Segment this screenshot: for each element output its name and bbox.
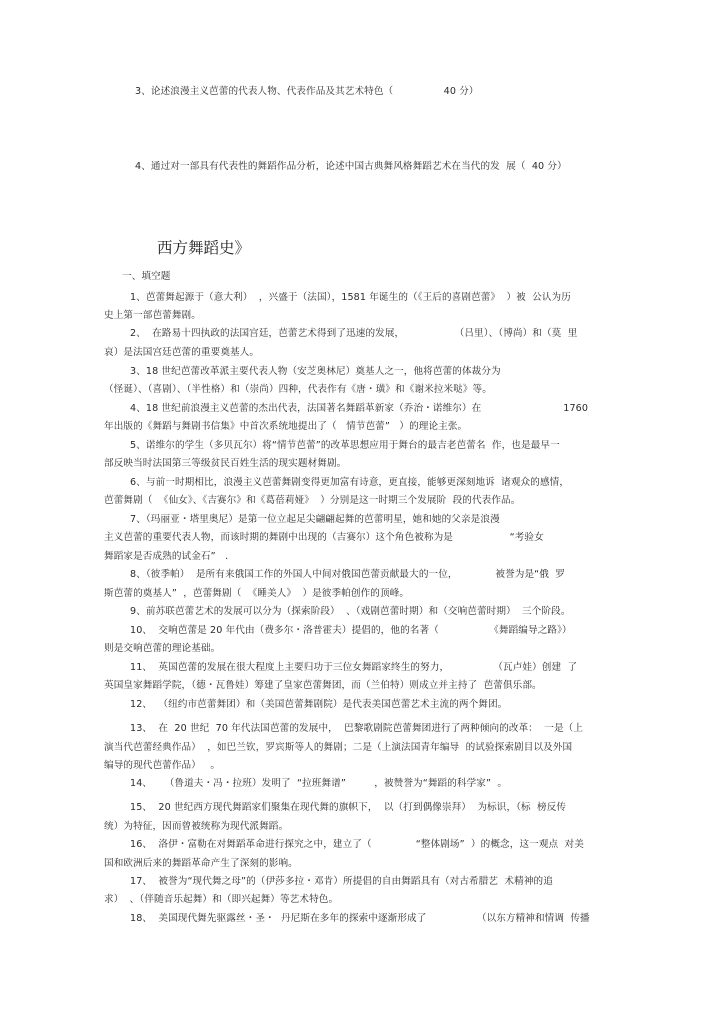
text-line: 3、18 世纪芭蕾改革派主要代表人物（安芝奥林尼）奠基人之一，他将芭蕾的体裁分为 <box>130 366 501 377</box>
text-line: 9、前苏联芭蕾艺术的发展可以分为（探索阶段） 、（戏剧芭蕾时期）和（交响芭蕾时期） 三个阶段。 <box>130 606 571 617</box>
text-line: 5、诺维尔的学生（多贝瓦尔）将“情节芭蕾”的改革思想应用于舞台的最吉老芭蕾名 作，也是最早一 <box>130 440 560 451</box>
section-heading: 一、填空题 <box>122 271 171 282</box>
text-line: 则是交响芭蕾的理论基础。 <box>104 643 221 654</box>
text-line: 1、芭蕾舞起源于（意大利） ，兴盛于（法国），1581 年诞生的（《王后的喜剧芭蕾》 ）被 公认为历 <box>130 292 571 303</box>
text-line: 演当代芭蕾经典作品） ，如巴兰钦，罗宾斯等人的舞剧；二是（上演法国青年编导 的试验探索剧目以及外国 <box>104 742 573 753</box>
text-line: 12、 （纽约市芭蕾舞团）和（美国芭蕾舞剧院）是代表美国芭蕾艺术主流的两个舞团。 <box>130 699 508 710</box>
text-line: 英国皇家舞蹈学院，（德・瓦鲁娃）筹建了皇家芭蕾舞团，而（兰伯特）则成立并主持了 芭蕾俱乐部。 <box>104 680 542 691</box>
text-line: 年出版的《舞蹈与舞剧书信集》中首次系统地提出了（ 情节芭蕾” ）的理论主张。 <box>104 421 468 432</box>
section-title: 西方舞蹈史》 <box>157 239 251 257</box>
text-line: 求） 、（伴随音乐起舞）和（即兴起舞）等艺术特色。 <box>104 894 339 905</box>
text-line: 6、与前一时期相比，浪漫主义芭蕾舞剧变得更加富有诗意，更直接，能够更深刻地诉 诸观众的感情， <box>130 477 570 488</box>
essay-question-3: 3、论述浪漫主义芭蕾的代表人物、代表作品及其艺术特色（ 40 分） <box>135 86 479 97</box>
text-line: 2、 在路易十四执政的法国宫廷，芭蕾艺术得到了迅速的发展， （吕里）、（博尚）和（莫 里 <box>130 328 578 339</box>
text-line: 芭蕾舞剧（ 《仙女》、《吉赛尔》和《葛蓓莉娅》 ）分别是这一时期三个发展阶 段的代表作品。 <box>104 495 521 506</box>
text-line: 10、 交响芭蕾是 20 年代由（费多尔・洛普霍夫）提倡的，他的名著（ 《舞蹈编导之路》） <box>130 625 572 636</box>
text-line: 18、 美国现代舞先驱露丝・圣・ 丹尼斯在多年的探索中逐渐形成了 （以东方精神和情调 传播 <box>130 913 590 924</box>
text-line: 编导的现代芭蕾作品） 。 <box>104 760 221 771</box>
text-line: （怪诞）、（喜剧）、（半性格）和（崇尚）四种，代表作有《唐・璜》和《谢米拉米哒》等。 <box>104 384 492 395</box>
text-line: 哀）是法国宫廷芭蕾的重要奠基人。 <box>104 347 260 358</box>
text-line: 11、 英国芭蕾的发展在很大程度上主要归功于三位女舞蹈家终生的努力， （瓦卢娃）创建 了 <box>130 662 578 673</box>
text-line: 4、18 世纪前浪漫主义芭蕾的杰出代表，法国著名舞蹈革新家（乔治・诺维尔）在 1760 <box>130 403 589 414</box>
text-line: 13、 在 20 世纪 70 年代法国芭蕾的发展中， 巴黎歌剧院芭蕾舞团进行了两种倾向的改革： 一是（上 <box>130 723 584 734</box>
text-line: 史上第一部芭蕾舞剧。 <box>104 310 201 321</box>
text-line: 16、 洛伊・富勒在对舞蹈革命进行探究之中，建立了（ “整体剧场” ）的概念，这一观点 对美 <box>130 839 584 850</box>
text-line: 主义芭蕾的重要代表人物，而该时期的舞剧中出现的（吉赛尔）这个角色被称为是 “考验女 <box>104 532 544 543</box>
text-line: 15、 20 世纪西方现代舞蹈家们聚集在现代舞的旗帜下， 以（打到偶像崇拜） 为标识，（标 榜反传 <box>130 802 567 813</box>
text-line: 8、（彼季帕） 是所有来俄国工作的外国人中间对俄国芭蕾贡献最大的一位， 被誉为是“俄 罗 <box>130 569 565 580</box>
text-line: 国和欧洲后来的舞蹈革命产生了深刻的影响。 <box>104 858 298 869</box>
text-line: 斯芭蕾的奠基人” ，芭蕾舞剧（ 《睡美人》 ）是彼季帕创作的顶峰。 <box>104 588 410 599</box>
text-line: 部反映当时法国第三等级贫民百姓生活的现实题材舞剧。 <box>104 458 347 469</box>
text-line: 舞蹈家是否成熟的试金石” . <box>104 551 229 562</box>
essay-question-4: 4、通过对一部具有代表性的舞蹈作品分析，论述中国古典舞风格舞蹈艺术在当代的发 展（ 40 分） <box>135 161 567 172</box>
text-line: 17、 被誉为“现代舞之母”的（伊莎多拉・邓肯）所提倡的自由舞蹈具有（对古希腊艺 术精神的追 <box>130 876 553 887</box>
text-line: 7、（玛丽亚・塔里奥尼）是第一位立起足尖翩翩起舞的芭蕾明星，她和她的父亲是浪漫 <box>130 514 500 525</box>
text-line: 统）为特征，因而曾被统称为现代派舞蹈。 <box>104 821 289 832</box>
text-line: 14、 （鲁道夫・冯・拉班）发明了 “拉班舞谱” ，被赞誉为“舞蹈的科学家” 。 <box>130 778 508 789</box>
